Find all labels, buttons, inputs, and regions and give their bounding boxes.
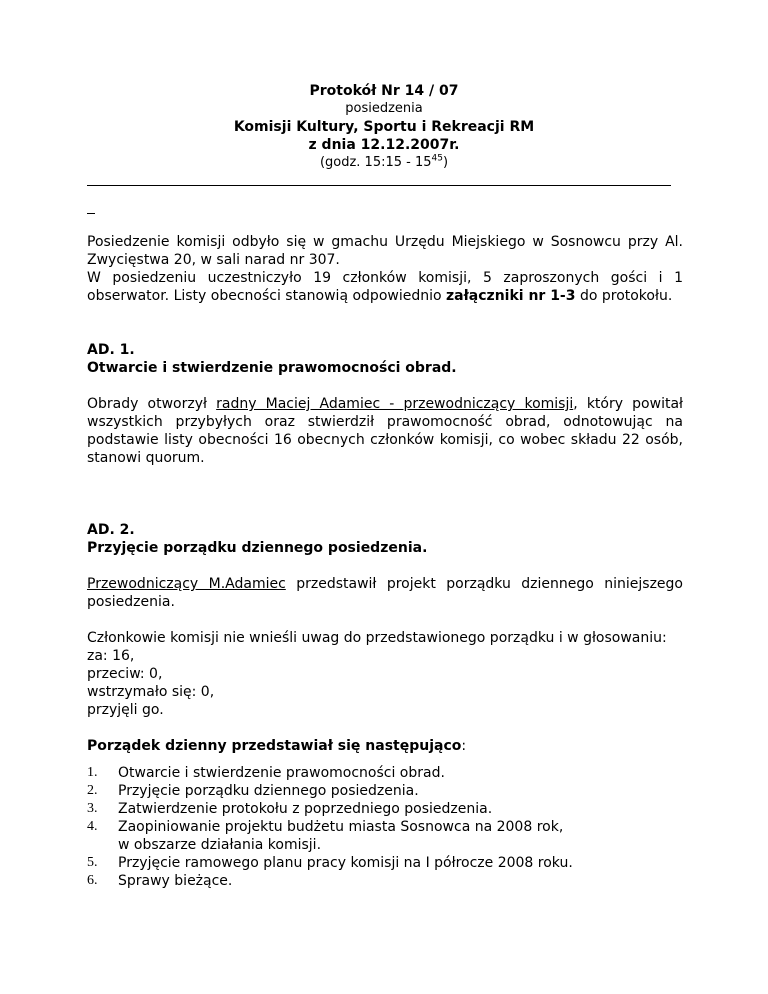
protocol-subtitle: posiedzenia — [345, 101, 423, 116]
attachments-ref: załączniki nr 1-3 — [446, 288, 576, 304]
protocol-body — [87, 233, 683, 890]
ad1-label: AD. 1. — [87, 342, 135, 358]
ad1-text-end: , który powitał wszystkich przybyłych oraz stwierdził prawomocność obrad, odnotowując na podstawie listy obecności 16 obecnych członków komisji, co wobec składu 22 osób, stanowi quorum. — [87, 396, 684, 466]
agenda-item-text: Otwarcie i stwierdzenie prawomocności obrad. — [118, 765, 445, 781]
agenda-item-text: Przyjęcie ramowego planu pracy komisji na I półrocze 2008 roku. — [118, 855, 573, 871]
agenda-item-number: 4. — [87, 819, 98, 834]
agenda-item — [87, 854, 683, 872]
attendance-end: do protokołu. — [575, 288, 673, 304]
vote-against: przeciw: 0, — [87, 666, 163, 682]
committee-name: Komisji Kultury, Sportu i Rekreacji RM — [233, 119, 535, 135]
time-suffix: ) — [442, 155, 449, 170]
time-prefix: (godz. 15:15 - 15 — [319, 155, 432, 170]
time-superscript: 45 — [431, 153, 443, 164]
vote-abstain: wstrzymało się: 0, — [87, 684, 215, 700]
agenda-item — [87, 818, 683, 854]
agenda-item-text: Zaopiniowanie projektu budżetu miasta Sosnowca na 2008 rok, — [118, 819, 564, 835]
vote-for: za: 16, — [87, 648, 135, 664]
agenda-item-number: 3. — [87, 801, 98, 816]
agenda-item — [87, 800, 683, 818]
agenda-item-text: Sprawy bieżące. — [118, 873, 233, 889]
ad2-chairman: Przewodniczący M.Adamiec — [87, 576, 286, 592]
ad1-heading: Otwarcie i stwierdzenie prawomocności obrad. — [87, 360, 457, 376]
meeting-date: z dnia 12.12.2007r. — [308, 137, 460, 153]
agenda-heading-text: Porządek dzienny przedstawiał się następująco — [87, 738, 462, 754]
agenda-item — [87, 872, 683, 890]
agenda-item — [87, 764, 683, 782]
vote-intro: Członkowie komisji nie wnieśli uwag do przedstawionego porządku i w głosowaniu: — [87, 630, 667, 646]
agenda-item-text-continued: w obszarze działania komisji. — [118, 837, 322, 853]
ad2-heading: Przyjęcie porządku dziennego posiedzenia. — [87, 540, 428, 556]
vote-result: przyjęli go. — [87, 702, 164, 718]
protocol-title: Protokół Nr 14 / 07 — [309, 83, 459, 99]
header-divider — [87, 185, 671, 186]
chairman-name: radny Maciej Adamiec - przewodniczący komisji — [216, 396, 574, 412]
agenda-item-text: Zatwierdzenie protokołu z poprzedniego posiedzenia. — [118, 801, 493, 817]
ad2-text-rest: przedstawił projekt porządku dziennego niniejszego posiedzenia. — [87, 576, 683, 610]
ad2-label: AD. 2. — [87, 522, 135, 538]
ad1-text-start: Obrady otworzył — [87, 396, 217, 412]
agenda-item-number: 6. — [87, 873, 98, 888]
meeting-time — [0, 154, 768, 172]
ad2-text — [87, 575, 683, 611]
agenda-item-number: 2. — [87, 783, 98, 798]
ad1-text — [87, 395, 683, 467]
agenda-colon: : — [461, 738, 467, 754]
divider-dash — [87, 213, 95, 214]
agenda-item-text: Przyjęcie porządku dziennego posiedzenia. — [118, 783, 419, 799]
agenda-item — [87, 782, 683, 800]
attendance-text: W posiedzeniu uczestniczyło 19 członków komisji, 5 zaproszonych gości i 1 obserwator. Listy obecności stanowią odpowiednio — [87, 270, 683, 304]
agenda-heading — [87, 737, 683, 755]
agenda-item-number: 1. — [87, 765, 98, 780]
protocol-header — [0, 82, 768, 172]
intro-attendance — [87, 269, 683, 305]
agenda-list — [87, 764, 683, 890]
intro-location: Posiedzenie komisji odbyło się w gmachu Urzędu Miejskiego w Sosnowcu przy Al. Zwycięstwa 20, w sali narad nr 307. — [87, 234, 683, 268]
agenda-item-number: 5. — [87, 855, 98, 870]
